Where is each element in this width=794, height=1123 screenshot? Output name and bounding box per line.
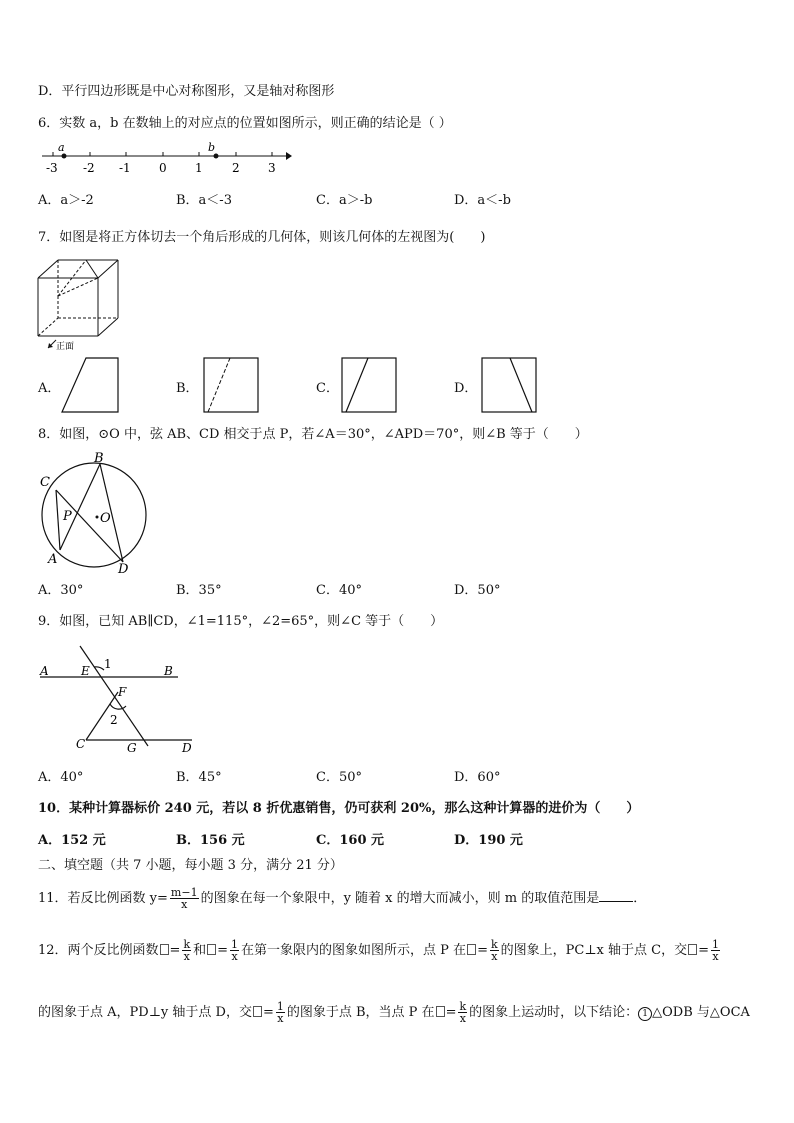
frac-den: x: [491, 950, 498, 963]
frac-num: 1: [276, 1000, 284, 1013]
q11-frac-num: m−1: [170, 886, 198, 899]
q12-frac-1: [276, 1001, 285, 1024]
q7-stem: 7．如图是将正方体切去一个角后形成的几何体，则该几何体的左视图为( ): [38, 230, 486, 245]
q12-t7: 的图象上运动时，以下结论：: [469, 1005, 639, 1020]
q10-option-b: B．156 元: [176, 833, 245, 848]
missing-glyph-icon: [688, 944, 697, 955]
q9-stem: 9．如图，已知 AB∥CD，∠1=115°，∠2=65°，则∠C 等于（ ）: [38, 614, 444, 629]
point-a: [62, 154, 67, 159]
label-c: C: [76, 737, 86, 751]
q7-option-b: B．: [176, 381, 199, 396]
frac-den: x: [459, 1012, 466, 1025]
tick-label: -3: [46, 161, 58, 175]
q12-frac-k: [490, 939, 499, 962]
number-line-ticks: [53, 152, 272, 156]
q11-end: ．: [633, 891, 647, 906]
label-b: B: [94, 451, 104, 466]
q12-frac-k: [458, 1001, 467, 1024]
q9-option-d: D．60°: [454, 770, 501, 785]
point-a-label: a: [58, 141, 65, 154]
tick-label: -2: [83, 161, 95, 175]
view-b: [202, 356, 260, 414]
label-o: O: [100, 511, 111, 526]
q8-stem: 8．如图，⊙O 中，弦 AB、CD 相交于点 P，若∠A＝30°，∠APD＝70°，则∠B 等于（ ）: [38, 427, 588, 442]
q6-option-d: D．a＜-b: [454, 193, 511, 208]
q11-prefix: 11．若反比例函数 y=: [38, 891, 168, 906]
tick-label: 2: [232, 161, 240, 175]
label-b: B: [164, 664, 173, 678]
front-label: 正面: [56, 342, 75, 352]
q6-option-c: C．a＞-b: [316, 193, 373, 208]
tick-label: 0: [159, 161, 167, 175]
label-d: D: [118, 562, 129, 577]
q12-frac-1: [711, 939, 720, 962]
missing-glyph-icon: [207, 944, 216, 955]
label-1: 1: [104, 657, 112, 671]
q10-option-d: D．190 元: [454, 833, 523, 848]
q10-option-c: C．160 元: [316, 833, 385, 848]
q7-option-d: D．: [454, 381, 478, 396]
frac-num: k: [490, 938, 498, 951]
q8-option-d: D．50°: [454, 583, 501, 598]
q9-option-a: A．40°: [38, 770, 84, 785]
q11-fraction: [170, 887, 199, 910]
label-f: F: [118, 685, 127, 699]
label-e: E: [81, 664, 90, 678]
frac-den: x: [231, 950, 238, 963]
number-line-arrow: [286, 152, 292, 160]
label-c: C: [40, 475, 50, 490]
label-a: A: [40, 664, 49, 678]
label-g: G: [127, 741, 137, 755]
q12-t1: 12．两个反比例函数: [38, 943, 159, 958]
frac-num: 1: [712, 938, 720, 951]
q7-option-a: A．: [38, 381, 61, 396]
q12-line-1: 12．两个反比例函数 = $\frac{k}{x}$ 和 = $\frac{1}{x}$ 在第一象限内的图象如图所示，点 P 在 = $\frac{k}{x}$ 的图象上，PC⊥x 轴于点 C，交 = $\frac{1}{x}$: [38, 938, 720, 963]
label-d: D: [182, 741, 192, 755]
q12-frac-1: [230, 939, 239, 962]
q8-option-b: B．35°: [176, 583, 222, 598]
q10-stem: 10．某种计算器标价 240 元，若以 8 折优惠销售，仍可获利 20%，那么这种计算器的进价为（ ）: [38, 801, 640, 816]
point-b-label: b: [208, 141, 216, 154]
q11-frac-den: x: [181, 898, 188, 911]
q8-option-c: C．40°: [316, 583, 362, 598]
missing-glyph-icon: [160, 944, 169, 955]
q6-stem: 6．实数 a，b 在数轴上的对应点的位置如图所示，则正确的结论是（ ）: [38, 116, 452, 131]
q7-option-c: C．: [316, 381, 339, 396]
q9-option-c: C．50°: [316, 770, 362, 785]
q12-t8: △ODB 与△OCA: [652, 1005, 750, 1020]
q10-option-a: A．152 元: [38, 833, 106, 848]
tick-label: 1: [195, 161, 203, 175]
q11-suffix: 的图象在每一个象限中，y 随着 x 的增大而减小，则 m 的取值范围是: [200, 891, 600, 906]
q12-t4: 的图象上，PC⊥x 轴于点 C，交: [500, 943, 688, 958]
circled-number-1: 1: [638, 1007, 652, 1021]
section-2-title: 二、填空题（共 7 小题，每小题 3 分，满分 21 分）: [38, 858, 343, 873]
q12-t2: 和: [193, 943, 207, 958]
frac-den: x: [712, 950, 719, 963]
q12-t6: 的图象于点 B，当点 P 在: [286, 1005, 435, 1020]
tick-label: 3: [268, 161, 276, 175]
q12-t5: 的图象于点 A，PD⊥y 轴于点 D，交: [38, 1005, 252, 1020]
frac-den: x: [183, 950, 190, 963]
missing-glyph-icon: [436, 1006, 445, 1017]
label-a: A: [48, 552, 58, 567]
frac-den: x: [277, 1012, 284, 1025]
q12-line-2: 的图象于点 A，PD⊥y 轴于点 D，交 = $\frac{1}{x}$ 的图象于点 B，当点 P 在 = $\frac{k}{x}$ 的图象上运动时，以下结论： 1 △ODB 与△OCA: [38, 1000, 750, 1025]
view-c: [340, 356, 398, 414]
view-a: [60, 356, 120, 414]
cut-cube-figure: [36, 256, 136, 356]
q11-answer-blank[interactable]: [599, 889, 633, 902]
frac-num: k: [459, 1000, 467, 1013]
q6-option-b: B．a＜-3: [176, 193, 232, 208]
q8-option-a: A．30°: [38, 583, 84, 598]
q12-frac-k: [182, 939, 191, 962]
label-p: P: [63, 509, 72, 524]
parallel-lines-figure: [36, 640, 206, 755]
point-b: [214, 154, 219, 159]
center-o: [96, 516, 99, 519]
circle-chords-figure: [36, 450, 156, 575]
missing-glyph-icon: [467, 944, 476, 955]
view-d: [480, 356, 538, 414]
label-2: 2: [110, 713, 118, 727]
number-line-figure: [36, 140, 296, 180]
q6-option-a: A．a＞-2: [38, 193, 94, 208]
frac-num: k: [183, 938, 191, 951]
q9-option-b: B．45°: [176, 770, 222, 785]
missing-glyph-icon: [253, 1006, 262, 1017]
frac-num: 1: [231, 938, 239, 951]
q5-option-d: D．平行四边形既是中心对称图形，又是轴对称图形: [38, 84, 335, 99]
q12-t3: 在第一象限内的图象如图所示，点 P 在: [241, 943, 467, 958]
tick-label: -1: [119, 161, 131, 175]
q11-text: [38, 886, 646, 912]
